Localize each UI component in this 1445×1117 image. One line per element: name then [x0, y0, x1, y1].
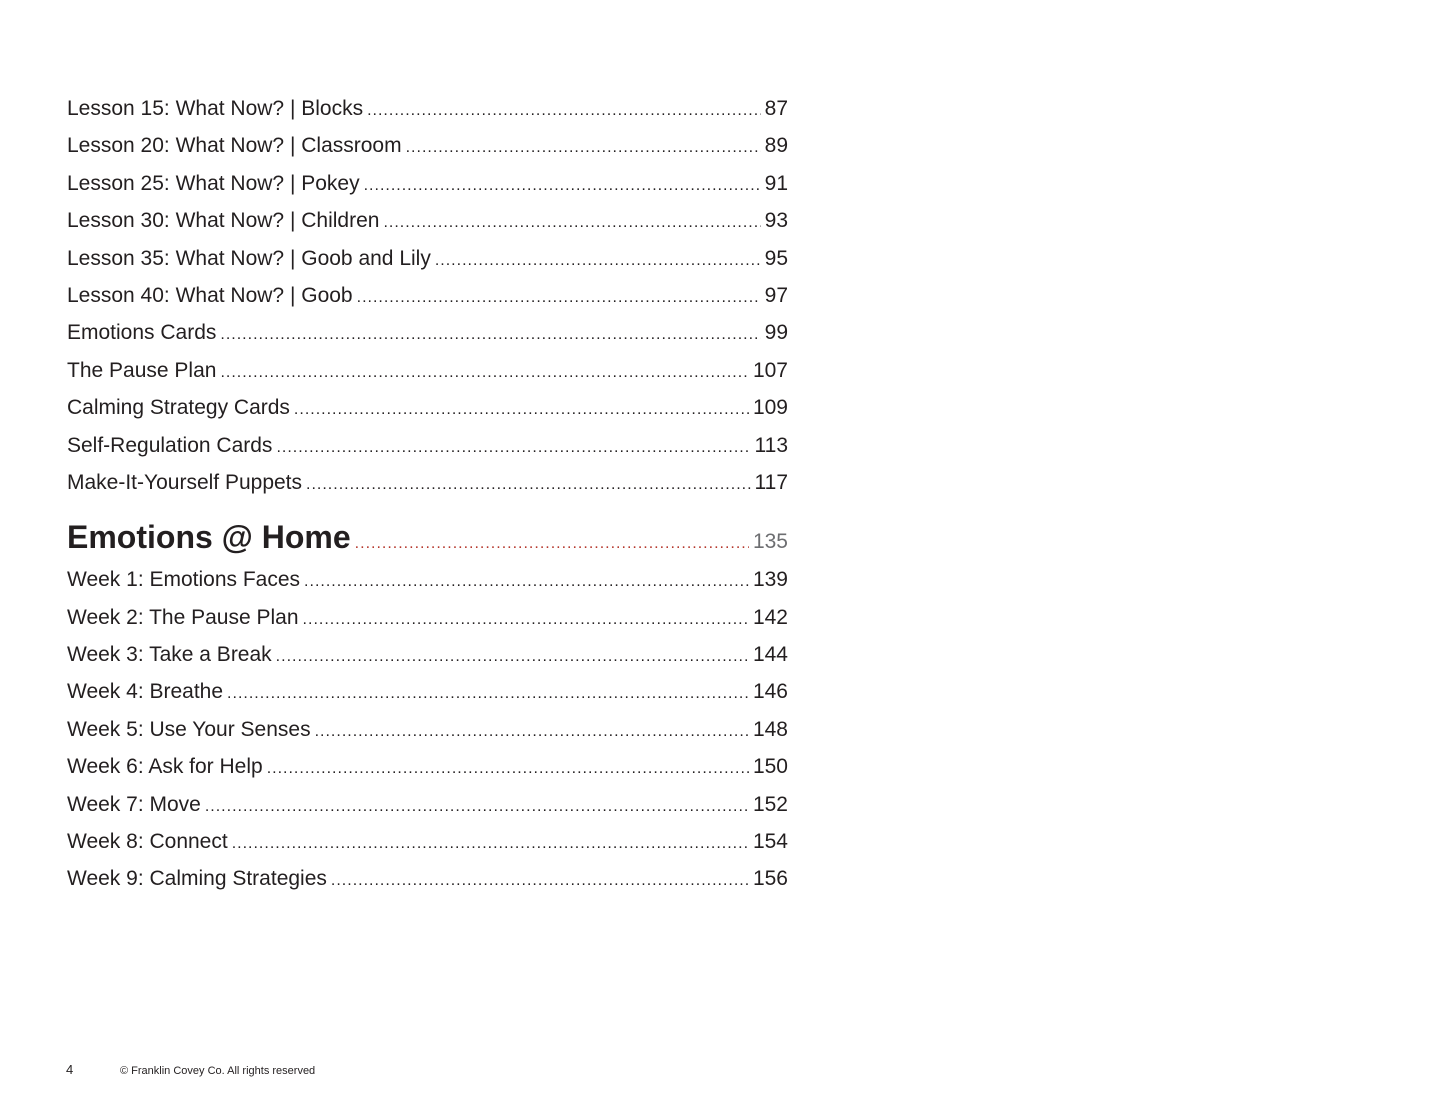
page-footer [66, 1062, 315, 1077]
toc-entry-title: Week 9: Calming Strategies [67, 867, 327, 891]
toc-entry-title: Make-It-Yourself Puppets [67, 470, 303, 494]
toc-entry-title: Week 7: Move [67, 792, 201, 816]
dot-leader [232, 825, 749, 862]
toc-entry-title: Week 4: Breathe [67, 680, 224, 704]
toc-entry[interactable] [67, 90, 788, 127]
toc-entry[interactable] [67, 860, 788, 897]
page-number: 4 [66, 1062, 74, 1077]
toc-entry[interactable] [67, 277, 788, 314]
toc-entry-page: 91 [764, 171, 788, 195]
dot-leader [331, 862, 749, 899]
toc-entry-page: 113 [754, 433, 788, 457]
toc-entry-page: 117 [754, 470, 788, 494]
toc-entry[interactable] [67, 748, 788, 785]
toc-entry-page: 154 [752, 830, 788, 854]
toc-entry-title: Week 5: Use Your Senses [67, 717, 311, 741]
toc-entry[interactable] [67, 636, 788, 673]
toc-entry[interactable] [67, 823, 788, 860]
table-of-contents [67, 90, 788, 898]
dot-leader [267, 750, 749, 787]
toc-entry[interactable] [67, 464, 788, 501]
toc-entry-title: The Pause Plan [67, 358, 217, 382]
dot-leader [205, 788, 749, 825]
toc-entry-page: 142 [752, 605, 788, 629]
toc-entry-page: 152 [752, 792, 788, 816]
toc-section-heading[interactable] [67, 513, 788, 561]
dot-leader [355, 520, 749, 568]
toc-entry-title: Lesson 30: What Now? | Children [67, 209, 380, 233]
toc-entry[interactable] [67, 165, 788, 202]
toc-entry[interactable] [67, 673, 788, 710]
toc-entry[interactable] [67, 314, 788, 351]
toc-entry-page: 146 [752, 680, 788, 704]
toc-entry-title: Week 3: Take a Break [67, 643, 272, 667]
toc-entry-title: Self-Regulation Cards [67, 433, 273, 457]
toc-entry-page: 99 [764, 321, 788, 345]
toc-entry-page: 93 [764, 209, 788, 233]
toc-entry-title: Week 2: The Pause Plan [67, 605, 299, 629]
dot-leader [303, 601, 749, 638]
toc-entry[interactable] [67, 711, 788, 748]
toc-entry-page: 89 [764, 134, 788, 158]
toc-entry-title: Lesson 40: What Now? | Goob [67, 283, 353, 307]
dot-leader [276, 429, 750, 466]
toc-entry[interactable] [67, 599, 788, 636]
toc-entry-title: Lesson 35: What Now? | Goob and Lily [67, 246, 431, 270]
toc-entry-page: 144 [752, 643, 788, 667]
copyright-notice: © Franklin Covey Co. All rights reserved [120, 1065, 316, 1077]
toc-entry[interactable] [67, 786, 788, 823]
dot-leader [276, 638, 749, 675]
dot-leader [306, 466, 751, 503]
toc-entry-page: 156 [752, 867, 788, 891]
toc-entry[interactable] [67, 561, 788, 598]
dot-leader [367, 92, 761, 129]
toc-entry-page: 107 [752, 358, 788, 382]
toc-entry-title: Week 8: Connect [67, 830, 228, 854]
toc-entry[interactable] [67, 127, 788, 164]
dot-leader [315, 713, 749, 750]
toc-entry[interactable] [67, 202, 788, 239]
dot-leader [304, 563, 749, 600]
toc-entry[interactable] [67, 389, 788, 426]
dot-leader [364, 167, 761, 204]
toc-entry-page: 139 [752, 568, 788, 592]
dot-leader [227, 675, 749, 712]
toc-entry[interactable] [67, 240, 788, 277]
section-title: Emotions @ Home [67, 519, 351, 556]
toc-entry[interactable] [67, 427, 788, 464]
dot-leader [294, 391, 749, 428]
dot-leader [435, 242, 761, 279]
toc-entry-page: 148 [752, 717, 788, 741]
section-page: 135 [752, 530, 788, 554]
toc-entry-title: Week 6: Ask for Help [67, 755, 263, 779]
toc-entry-page: 97 [764, 283, 788, 307]
dot-leader [220, 316, 760, 353]
toc-entry-title: Emotions Cards [67, 321, 217, 345]
toc-entry-title: Week 1: Emotions Faces [67, 568, 301, 592]
toc-entry-page: 87 [764, 97, 788, 120]
dot-leader [406, 129, 761, 166]
toc-entry-title: Lesson 20: What Now? | Classroom [67, 134, 402, 158]
toc-entry-page: 109 [752, 396, 788, 420]
toc-entry-title: Lesson 25: What Now? | Pokey [67, 171, 360, 195]
dot-leader [383, 204, 760, 241]
toc-entry-title: Calming Strategy Cards [67, 396, 290, 420]
toc-entry[interactable] [67, 352, 788, 389]
dot-leader [220, 354, 749, 391]
toc-entry-page: 150 [752, 755, 788, 779]
toc-entry-page: 95 [764, 246, 788, 270]
toc-entry-title: Lesson 15: What Now? | Blocks [67, 97, 364, 120]
dot-leader [357, 279, 761, 316]
